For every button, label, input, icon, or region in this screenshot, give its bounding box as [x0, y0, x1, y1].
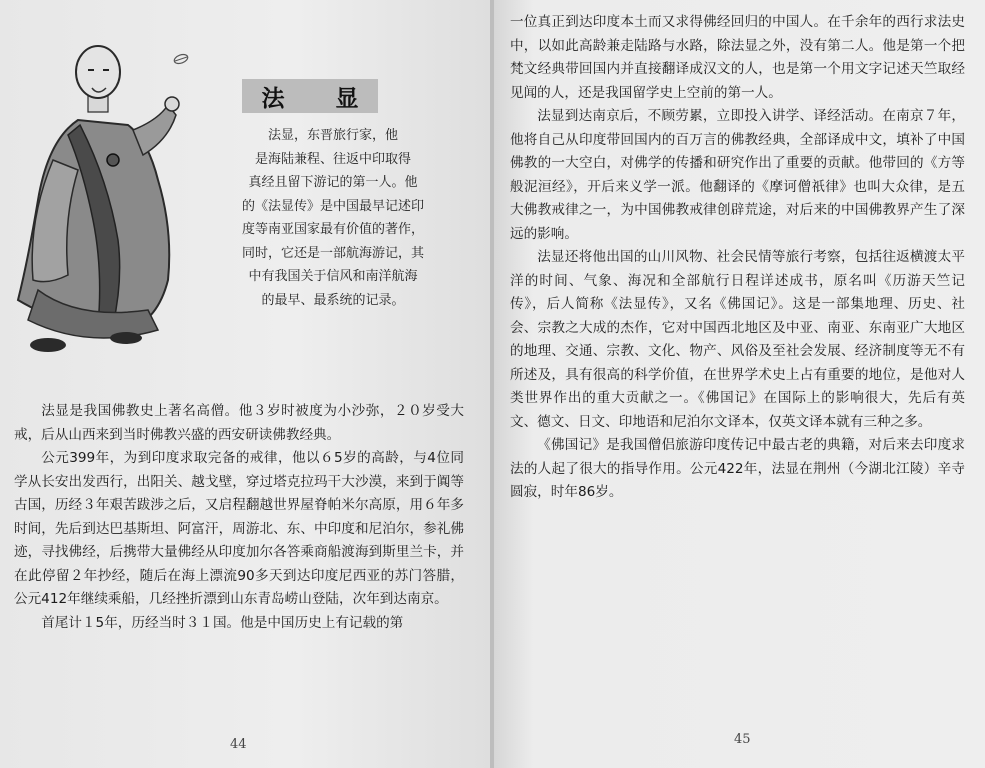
intro-line: 法显，东晋旅行家，他: [267, 128, 398, 143]
intro-text: [200, 124, 466, 312]
body-text: [510, 11, 965, 505]
intro-line: 的《法显传》是中国最早记述印: [241, 198, 424, 214]
paragraph: 法显还将他出国的山川风物、社会民情等旅行考察，包括往返横渡太平洋的时间、气象、海况和全部航行日程详述成书，原名叫《历游天竺记传》，后人简称《法显传》，又名《佛国记》。这是一部集地理、历史、社会、宗教之大成的杰作，它对中国西北地区及中亚、南亚、东南亚广大地区的地理、交通、宗教、文化、物产、风俗及至社会发展、经济制度等无不有所述及，具有很高的科学价值，在世界学术史上占有重要的地位，是他对人类世界作出的重大贡献之一。《佛国记》在国际上的影响很大，先后有英文、德文、日文、印地语和尼泊尔文译本，仅英文译本就有三种之多。: [510, 249, 965, 430]
page-title: 法 显: [242, 79, 378, 113]
paragraph: 法显到达南京后，不顾劳累，立即投入讲学、译经活动。在南京７年，他将自己从印度带回国内的百万言的佛教经典，全部译成中文，填补了中国佛教的一大空白，对佛学的传播和研究作出了重要的贡献。他带回的《方等般泥洹经》，开后来义学一派。他翻译的《摩诃僧祇律》也叫大众律，是五大佛教戒律之一，为中国佛教戒律创辟荒途，对后来的中国佛教界产生了深远的影响。: [510, 108, 965, 242]
intro-line: 度等南亚国家最有价值的著作，: [241, 222, 424, 237]
body-text: [14, 400, 464, 635]
intro-line: 中有我国关于信风和南洋航海: [248, 269, 418, 284]
intro-line: 真经且留下游记的第一人。他: [248, 175, 418, 190]
paragraph: 首尾计１5年，历经当时３１国。他是中国历史上有记载的第: [41, 614, 404, 631]
left-page: [0, 0, 492, 768]
intro-line: 的最早、最系统的记录。: [261, 292, 405, 308]
paragraph: 公元399年，为到印度求取完备的戒律，他以６5岁的高龄，与4位同学从长安出发西行，出阳关、越戈壁，穿过塔克拉玛干大沙漠，来到于阗等古国，历经３年艰苦跋涉之后，又启程翻越世界屋脊帕米尔高原，用６年多时间，先后到达巴基斯坦、阿富汗，周游北、东、中印度和尼泊尔，参礼佛迹，寻找佛经，后携带大量佛经从印度加尔各答乘商船渡海到斯里兰卡，并在此停留２年抄经，随后在海上漂流90多天到达印度尼西亚的苏门答腊，公元412年继续乘船，几经挫折漂到山东青岛崂山登陆，次年到达南京。: [14, 450, 464, 607]
page-number: 44: [230, 737, 247, 752]
right-page: [494, 0, 985, 768]
paragraph: 法显是我国佛教史上著名高僧。他３岁时被度为小沙弥，２０岁受大戒，后从山西来到当时佛教兴盛的西安研读佛教经典。: [14, 403, 464, 443]
paragraph: 《佛国记》是我国僧侣旅游印度传记中最古老的典籍，对后来去印度求法的人起了很大的指导作用。公元422年，法显在荆州（今湖北江陵）辛寺圆寂，时年86岁。: [510, 437, 965, 500]
paragraph: 一位真正到达印度本土而又求得佛经回归的中国人。在千余年的西行求法史中，以如此高龄兼走陆路与水路，除法显之外，没有第二人。他是第一个把梵文经典带回国内并直接翻译成汉文的人，也是第一个用文字记述天竺取经见闻的人，还是我国留学史上空前的第一人。: [510, 14, 965, 101]
intro-line: 是海陆兼程、往返中印取得: [254, 151, 411, 167]
page-number: 45: [734, 732, 751, 747]
monk-illustration: [8, 30, 208, 360]
intro-line: 同时，它还是一部航海游记，其: [241, 245, 424, 261]
